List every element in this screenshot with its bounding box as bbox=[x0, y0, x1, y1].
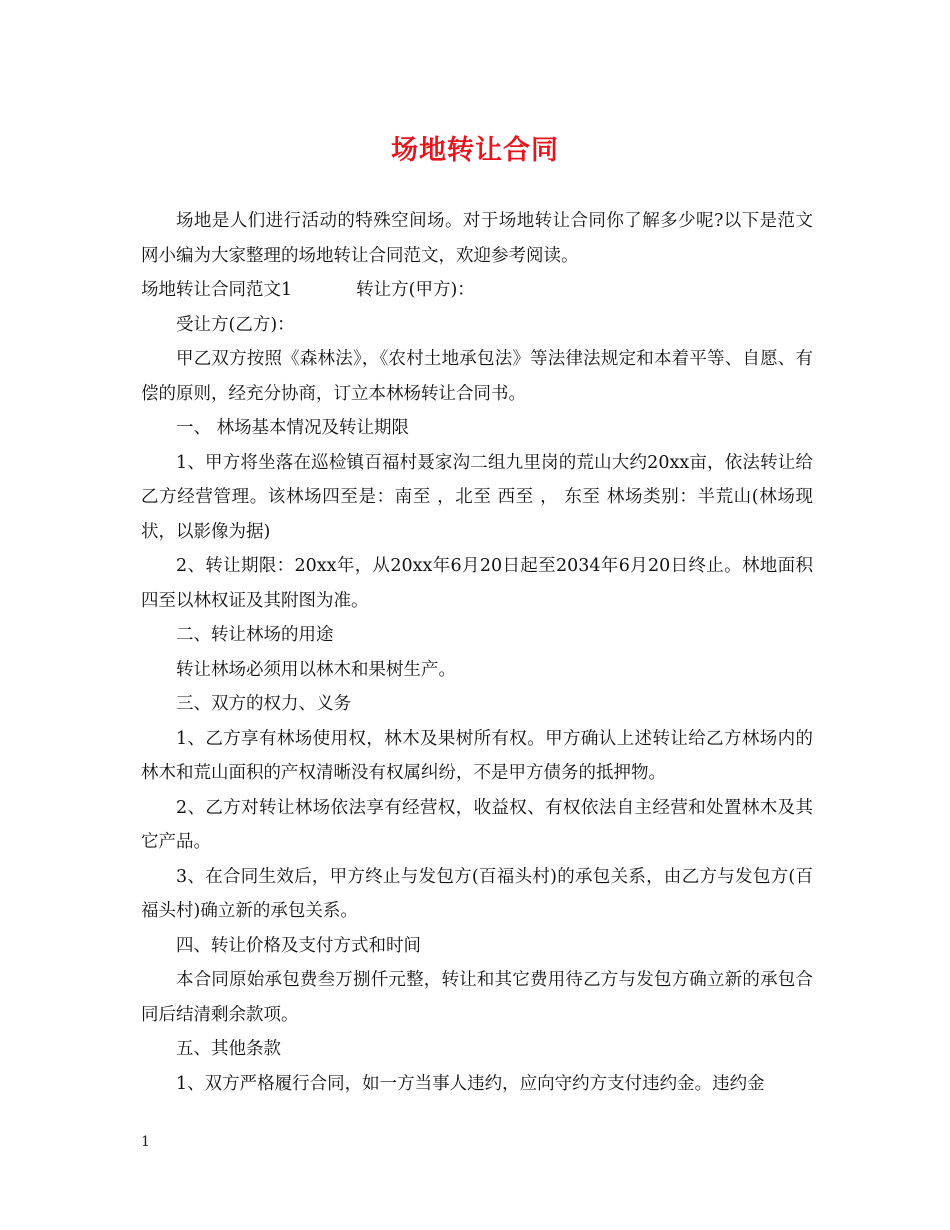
section3-item3: 3、在合同生效后，甲方终止与发包方(百福头村)的承包关系，由乙方与发包方(百福头村)确立新的承包关系。 bbox=[141, 866, 813, 921]
section3-item2: 2、乙方对转让林场依法享有经营权，收益权、有权依法自主经营和处置林木及其它产品。 bbox=[141, 797, 813, 852]
section3-item1: 1、乙方享有林场使用权，林木及果树所有权。甲方确认上述转让给乙方林场内的林木和荒山面积的产权清晰没有权属纠纷，不是甲方债务的抵押物。 bbox=[141, 728, 813, 783]
section2-text: 转让林场必须用以林木和果树生产。 bbox=[176, 659, 456, 680]
preamble-paragraph: 甲乙双方按照《森林法》，《农村土地承包法》等法律法规定和本着平等、自愿、有偿的原则，经充分协商，订立本林杨转让合同书。 bbox=[141, 349, 813, 404]
section4-heading: 四、转让价格及支付方式和时间 bbox=[176, 935, 421, 956]
section5-heading: 五、其他条款 bbox=[176, 1039, 281, 1059]
page-title: 场地转让合同 bbox=[391, 135, 559, 166]
section2-heading: 二、转让林场的用途 bbox=[176, 625, 334, 645]
document-body bbox=[141, 204, 813, 1101]
party-b-label: 受让方(乙方)： bbox=[176, 314, 295, 335]
section5-item1: 1、双方严格履行合同，如一方当事人违约，应向守约方支付违约金。违约金 bbox=[176, 1073, 765, 1094]
section3-heading: 三、双方的权力、义务 bbox=[176, 694, 351, 714]
page-number: 1 bbox=[141, 1134, 150, 1150]
sample-heading: 场地转让合同范文1 bbox=[141, 280, 293, 300]
section4-text: 本合同原始承包费叁万捌仟元整，转让和其它费用待乙方与发包方确立新的承包合同后结清剩余款项。 bbox=[141, 970, 813, 1025]
section1-item2: 2、转让期限：20xx年，从20xx年6月20日起至2034年6月20日终止。林地面积四至以林权证及其附图为准。 bbox=[141, 556, 813, 611]
sample-heading-line bbox=[141, 273, 813, 308]
intro-paragraph: 场地是人们进行活动的特殊空间场。对于场地转让合同你了解多少呢?以下是范文网小编为大家整理的场地转让合同范文，欢迎参考阅读。 bbox=[141, 211, 813, 266]
section1-item1: 1、甲方将坐落在巡检镇百福村聂家沟二组九里岗的荒山大约20xx亩，依法转让给乙方经营管理。该林场四至是：南至 ，北至 西至 ， 东至 林场类别：半荒山(林场现状，以影像为据) bbox=[141, 452, 813, 542]
section1-heading: 一、 林场基本情况及转让期限 bbox=[176, 418, 410, 438]
party-a-label: 转让方(甲方)： bbox=[356, 280, 475, 300]
